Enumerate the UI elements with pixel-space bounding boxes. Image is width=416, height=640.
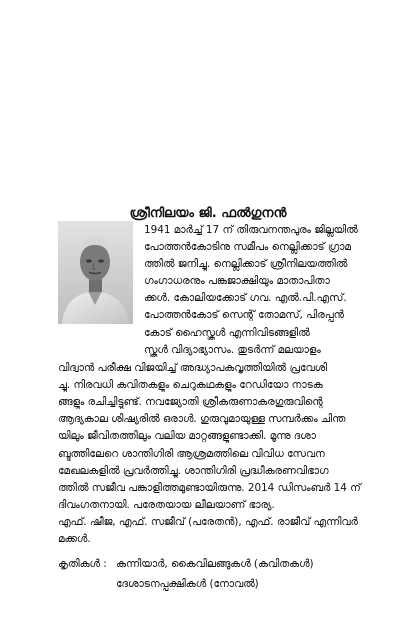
bio-line: ത്തിൽ ജനിച്ചു. നെല്ലിക്കാട് ശ്രീനിലയത്തിൽ xyxy=(144,258,348,270)
bio-line: ത്തിൽ സജീവ പങ്കാളിത്തമുണ്ടായിരുന്നു. 2014 ഡിസംബർ 14 ന് xyxy=(58,482,361,494)
works-novel: ദേശാടനപ്പക്ഷികൾ (നോവൽ) xyxy=(116,578,259,590)
bio-line: പോത്തൻകോട് സെന്റ് തോമസ്, പിരപ്പൻ xyxy=(144,309,344,321)
bio-line: ദിവംഗതനായി. പരേതയായ ലീലയാണ് ഭാര്യ. xyxy=(58,499,275,511)
bio-line: പോത്തൻകോടിനു സമീപം നെല്ലിക്കാട് ഗ്രാമ xyxy=(144,241,351,253)
bio-line: ച്ചു. നിരവധി കവിതകളും ചെറുകഥകളും റേഡിയോ നാടക xyxy=(58,379,323,391)
bio-line: എഫ്. ഷീജ, എഫ്. സജീവ് (പരേതൻ), എഫ്. രാജീവ് എന്നിവർ xyxy=(58,516,358,528)
bio-line: ബ്ദത്തിലേറെ ശാന്തിഗിരി ആശ്രമത്തിലെ വിവിധ സേവന xyxy=(58,448,325,460)
works-row xyxy=(58,554,314,574)
bio-line: ആദ്യകാല ശിഷ്യരിൽ ഒരാൾ. ഗുരുവുമായുള്ള സമ്പർക്കം ചിന്ത xyxy=(58,413,346,425)
bio-line: സ്കൂൾ വിദ്യാഭ്യാസം. തുടർന്ന് മലയാളം xyxy=(144,344,321,356)
bio-line: മക്കൾ. xyxy=(58,533,91,545)
bio-line: കോട് ഹൈസ്കൂൾ എന്നിവിടങ്ങളിൽ xyxy=(144,327,310,339)
bio-line: ഗംഗാധരനും പങ്കജാക്ഷിയും മാതാപിതാ xyxy=(144,275,330,287)
bio-line: 1941 മാർച്ച് 17 ന് തിരുവനന്തപുരം ജില്ലയിൽ xyxy=(144,224,358,236)
bio-line: മേഖലകളിൽ പ്രവർത്തിച്ചു. ശാന്തിഗിരി പ്രദ്ധീകരണവിഭാഗ xyxy=(58,465,329,477)
works-poetry: കന്നിയാർ, കൈവിലങ്ങുകൾ (കവിതകൾ) xyxy=(116,558,314,570)
author-photo xyxy=(58,221,133,324)
author-name-heading: ശ്രീനിലയം ജി. ഫൽഗുനൻ xyxy=(129,206,287,221)
bio-line: ക്കൾ. കോലിയക്കോട് ഗവ. എൽ.പി.എസ്. xyxy=(144,292,347,304)
author-portrait-image xyxy=(58,221,133,324)
works-section xyxy=(58,554,314,594)
bio-line: ങ്ങളും രചിച്ചിട്ടുണ്ട്. നവജ്യോതി ശ്രീകരുണാകരഗുരുവിന്റെ xyxy=(58,396,323,408)
works-label: കൃതികൾ : xyxy=(58,558,107,570)
bio-line: യിലും ജീവിതത്തിലും വലിയ മാറ്റങ്ങളുണ്ടാക്കി. മൂന്നു ദശാ xyxy=(58,430,316,442)
bio-line: വിദ്വാൻ പരീക്ഷ വിജയിച്ച് അദ്ധ്യാപകവൃത്തിയിൽ പ്രവേശി xyxy=(58,362,327,374)
